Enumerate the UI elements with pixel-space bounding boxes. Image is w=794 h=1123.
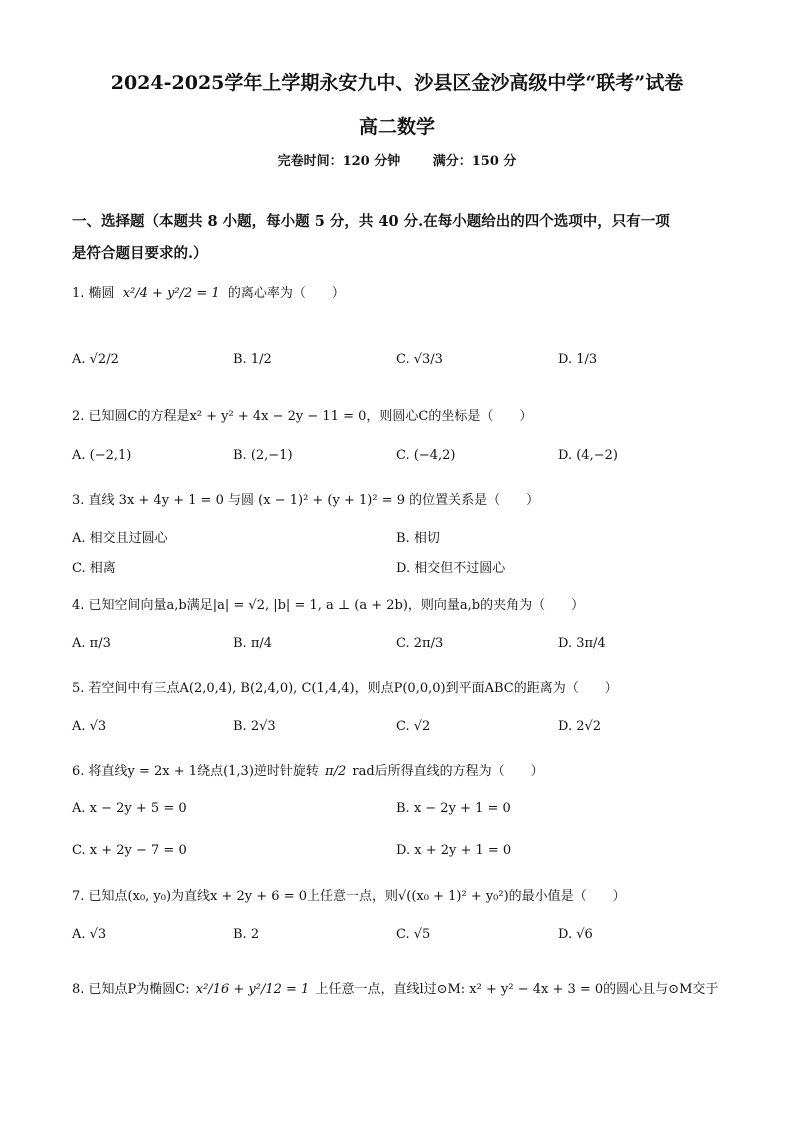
question-5: 5. 若空间中有三点A(2,0,4), B(2,4,0), C(1,4,4)，则点P(0,0,0)到平面ABC的距离为（ ） [72,681,618,696]
exam-info [0,150,794,169]
q4-option-a: A. π/3 [72,636,111,651]
exam-time: 完卷时间：120 分钟 [277,154,401,169]
question-6-angle: π/2 [325,764,347,779]
q5-option-a: A. √3 [72,719,107,734]
q1-option-d: D. 1/3 [558,352,598,367]
q2-option-c: C. (−4,2) [396,448,456,463]
question-2: 2. 已知圆C的方程是x² + y² + 4x − 2y − 11 = 0，则圆心C的坐标是（ ） [72,409,533,424]
q7-option-b: B. 2 [233,927,260,942]
question-6 [72,760,544,779]
question-3: 3. 直线 3x + 4y + 1 = 0 与圆 (x − 1)² + (y + 1)² = 9 的位置关系是（ ） [72,493,540,508]
q3-option-a: A. 相交且过圆心 [72,531,168,546]
q7-option-a: A. √3 [72,927,107,942]
q7-option-c: C. √5 [396,927,431,942]
q5-option-d: D. 2√2 [558,719,602,734]
q5-option-c: C. √2 [396,719,431,734]
q4-option-b: B. π/4 [233,636,273,651]
question-8 [72,978,718,997]
question-1-suffix: 的离心率为（ ） [227,286,345,301]
question-8-prefix: 8. 已知点P为椭圆C: [72,982,190,997]
question-1 [72,282,345,301]
q2-option-d: D. (4,−2) [558,448,618,463]
section-heading-line1: 一、选择题（本题共 8 小题，每小题 5 分，共 40 分.在每小题给出的四个选项中，只有一项 [72,213,670,230]
question-6-suffix: rad后所得直线的方程为（ ） [352,764,544,779]
question-8-suffix: 上任意一点，直线l过⊙M: x² + y² − 4x + 3 = 0的圆心且与⊙M交于 [315,982,719,997]
q4-option-c: C. 2π/3 [396,636,444,651]
question-4: 4. 已知空间向量a,b满足|a| = √2, |b| = 1, a ⊥ (a + 2b)，则向量a,b的夹角为（ ） [72,598,585,613]
q6-option-b: B. x − 2y + 1 = 0 [396,801,511,816]
q6-option-a: A. x − 2y + 5 = 0 [72,801,187,816]
question-1-prefix: 1. 椭圆 [72,286,115,301]
q3-option-d: D. 相交但不过圆心 [396,561,506,576]
q5-option-b: B. 2√3 [233,719,276,734]
question-6-prefix: 6. 将直线y = 2x + 1绕点(1,3)逆时针旋转 [72,764,319,779]
q1-option-c: C. √3/3 [396,352,443,367]
q6-option-d: D. x + 2y + 1 = 0 [396,843,512,858]
q2-option-b: B. (2,−1) [233,448,293,463]
question-7: 7. 已知点(x₀, y₀)为直线x + 2y + 6 = 0上任意一点，则√((x₀ + 1)² + y₀²)的最小值是（ ） [72,889,626,904]
q4-option-d: D. 3π/4 [558,636,606,651]
q3-option-b: B. 相切 [396,531,440,546]
q2-option-a: A. (−2,1) [72,448,132,463]
exam-title: 2024-2025学年上学期永安九中、沙县区金沙高级中学“联考”试卷 [110,72,684,94]
q6-option-c: C. x + 2y − 7 = 0 [72,843,187,858]
q1-option-a: A. √2/2 [72,352,119,367]
question-1-formula: x²/4 + y²/2 = 1 [122,286,220,301]
question-8-ellipse: x²/16 + y²/12 = 1 [195,982,310,997]
subject-title: 高二数学 [358,116,435,138]
section-heading-line2: 是符合题目要求的.） [72,245,208,262]
q1-option-b: B. 1/2 [233,352,272,367]
exam-score: 满分：150 分 [432,154,517,169]
q3-option-c: C. 相离 [72,561,116,576]
q7-option-d: D. √6 [558,927,593,942]
